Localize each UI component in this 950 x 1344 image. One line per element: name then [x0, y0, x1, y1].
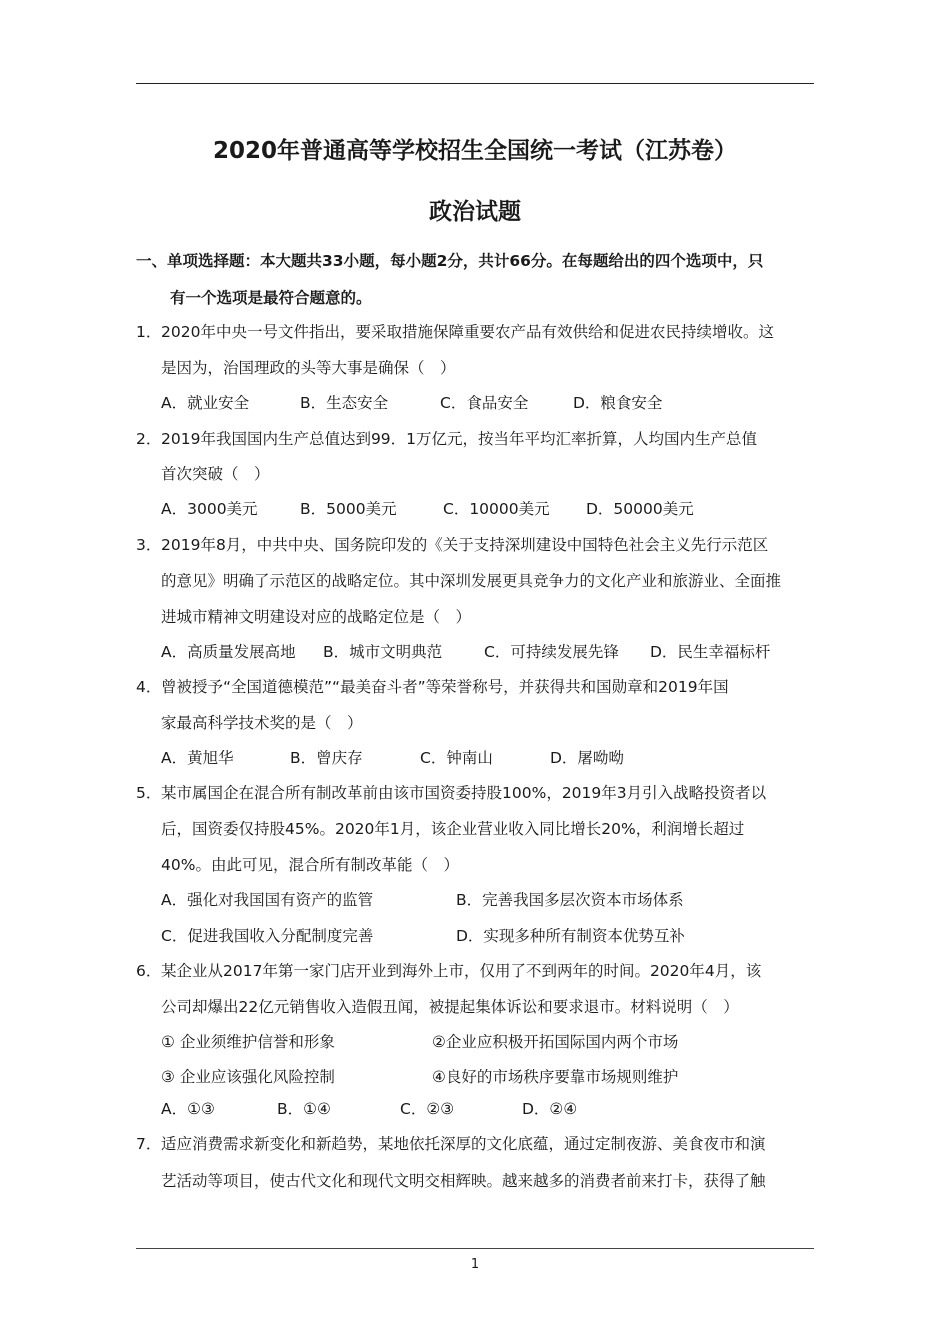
option-c: C．钟南山	[420, 749, 493, 767]
exam-title: 2020年普通高等学校招生全国统一考试（江苏卷）	[212, 138, 737, 164]
option-c: C．10000美元	[443, 500, 550, 518]
question-text: 的意见》明确了示范区的战略定位。其中深圳发展更具竞争力的文化产业和旅游业、全面推	[161, 572, 782, 590]
question-text: 后，国资委仅持股45%。2020年1月，该企业营业收入同比增长20%，利润增长超过	[161, 820, 745, 838]
option-b: B．城市文明典范	[323, 643, 443, 661]
option-d: D．粮食安全	[573, 394, 663, 412]
option-b: B．完善我国多层次资本市场体系	[456, 891, 684, 909]
option-d: D．民生幸福标杆	[650, 643, 771, 661]
section-instruction-line-2: 有一个选项是最符合题意的。	[170, 289, 372, 307]
question-text: 曾被授予“全国道德模范”“最美奋斗者”等荣誉称号，并获得共和国勋章和2019年国	[161, 678, 729, 696]
question-number: 2．	[136, 430, 162, 448]
question-text: 公司却爆出22亿元销售收入造假丑闻，被提起集体诉讼和要求退市。材料说明（ ）	[161, 998, 739, 1016]
option-d: D．②④	[522, 1100, 578, 1118]
question-number: 6．	[136, 962, 162, 980]
question-text: 是因为，治国理政的头等大事是确保（ ）	[161, 359, 456, 377]
section-instruction-line-1: 一、单项选择题：本大题共33小题，每小题2分，共计66分。在每题给出的四个选项中，只	[136, 252, 764, 270]
question-number: 7．	[136, 1135, 162, 1153]
exam-subject: 政治试题	[429, 199, 521, 225]
question-number: 4．	[136, 678, 162, 696]
option-c: C．②③	[400, 1100, 455, 1118]
option-a: A．黄旭华	[161, 749, 234, 767]
option-a: A．强化对我国国有资产的监管	[161, 891, 374, 909]
statement-3: ③ 企业应该强化风险控制	[161, 1068, 335, 1086]
option-c: C．可持续发展先锋	[484, 643, 619, 661]
option-a: A．①③	[161, 1100, 215, 1118]
question-text: 某企业从2017年第一家门店开业到海外上市，仅用了不到两年的时间。2020年4月，该	[161, 962, 762, 980]
option-c: C．食品安全	[440, 394, 529, 412]
option-d: D．屠呦呦	[550, 749, 624, 767]
option-d: D．50000美元	[586, 500, 694, 518]
question-text: 某市属国企在混合所有制改革前由该市国资委持股100%，2019年3月引入战略投资者以	[161, 784, 767, 802]
option-d: D．实现多种所有制资本优势互补	[456, 927, 685, 945]
question-number: 5．	[136, 784, 162, 802]
option-a: A．就业安全	[161, 394, 250, 412]
question-text: 首次突破（ ）	[161, 465, 270, 483]
question-number: 3．	[136, 536, 162, 554]
footer-rule	[136, 1248, 814, 1249]
question-text: 2019年8月，中共中央、国务院印发的《关于支持深圳建设中国特色社会主义先行示范区	[161, 536, 769, 554]
question-text: 适应消费需求新变化和新趋势，某地依托深厚的文化底蕴，通过定制夜游、美食夜市和演	[161, 1135, 766, 1153]
header-rule	[136, 83, 814, 84]
question-text: 家最高科学技术奖的是（ ）	[161, 714, 363, 732]
option-a: A．高质量发展高地	[161, 643, 296, 661]
option-c: C．促进我国收入分配制度完善	[161, 927, 374, 945]
question-text: 2020年中央一号文件指出，要采取措施保障重要农产品有效供给和促进农民持续增收。这	[161, 323, 774, 341]
statement-2: ②企业应积极开拓国际国内两个市场	[432, 1033, 679, 1051]
option-b: B．5000美元	[300, 500, 397, 518]
statement-1: ① 企业须维护信誉和形象	[161, 1033, 335, 1051]
question-number: 1．	[136, 323, 162, 341]
option-b: B．①④	[277, 1100, 331, 1118]
page-number: 1	[470, 1257, 480, 1272]
option-b: B．曾庆存	[290, 749, 363, 767]
question-text: 2019年我国国内生产总值达到99．1万亿元，按当年平均汇率折算，人均国内生产总值	[161, 430, 758, 448]
question-text: 40%。由此可见，混合所有制改革能（ ）	[161, 856, 459, 874]
option-b: B．生态安全	[300, 394, 389, 412]
option-a: A．3000美元	[161, 500, 258, 518]
statement-4: ④良好的市场秩序要靠市场规则维护	[432, 1068, 679, 1086]
question-text: 进城市精神文明建设对应的战略定位是（ ）	[161, 608, 472, 626]
question-text: 艺活动等项目，使古代文化和现代文明交相辉映。越来越多的消费者前来打卡，获得了触	[161, 1172, 766, 1190]
